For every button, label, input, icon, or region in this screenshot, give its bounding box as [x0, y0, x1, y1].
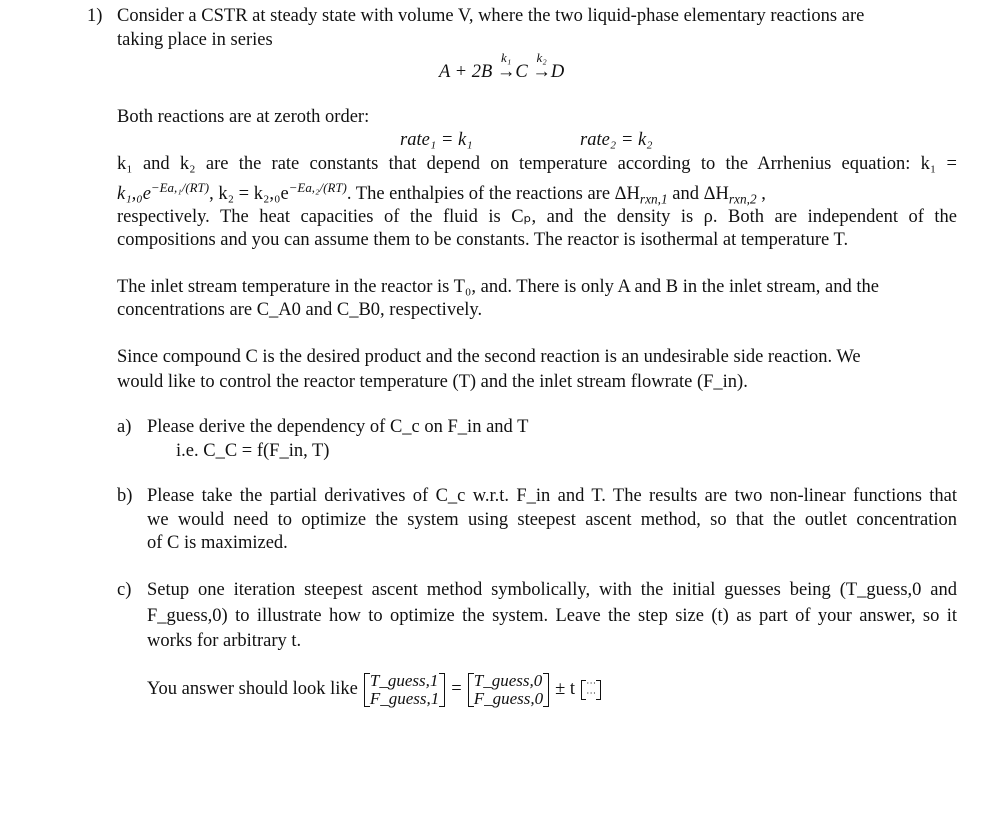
- zeroth-order-text: Both reactions are at zeroth order:: [117, 107, 370, 127]
- part-a-line-2: i.e. C_C = f(F_in, T): [176, 441, 330, 461]
- part-b-line-3: of C is maximized.: [147, 533, 288, 553]
- arrow-2: k₂ →: [532, 50, 551, 82]
- arrhenius-line-1: k₁ and k₂ are the rate constants that depend on temperature according to the Arrhenius equation: k₁ =: [117, 154, 957, 174]
- rate-2: rate₂ = k₂: [580, 130, 653, 150]
- part-c-label: c): [117, 580, 132, 600]
- inlet-line-1: The inlet stream temperature in the reactor is T₀, and. There is only A and B in the inlet stream, and the: [117, 277, 879, 297]
- answer-prefix: You answer should look like: [147, 679, 358, 700]
- part-b-label: b): [117, 486, 133, 506]
- matrix-guess-1-bottom: F_guess,1: [369, 688, 440, 708]
- matrix-guess-1: [364, 672, 445, 708]
- gradient-placeholder-bottom: ⋯: [586, 687, 597, 699]
- arrow-1: k₁ →: [496, 50, 516, 82]
- arrhenius-line-2: $k_1,_0e^{-Ea,_1/(RT)}$, $k_2 = k_2,_0e^{-Ea,_2/(RT)}$. The enthalpies of the reactions are $\Delta H_{rxn,1}$ and $\Delta H_{rxn,2}$ ,: [117, 180, 766, 207]
- answer-template: [147, 672, 601, 708]
- arrhenius-line-4: compositions and you can assume them to be constants. The reactor is isothermal at temperature T.: [117, 230, 849, 250]
- reaction-mid: C: [515, 62, 528, 82]
- control-line-2: would like to control the reactor temperature (T) and the inlet stream flowrate (F_in).: [117, 372, 748, 392]
- rate-1: rate₁ = k₁: [400, 130, 473, 150]
- matrix-guess-0-top: T_guess,0: [473, 671, 543, 690]
- part-c-line-1: Setup one iteration steepest ascent method symbolically, with the initial guesses being (T_guess,0 and: [147, 580, 957, 600]
- equals-sign: =: [451, 679, 462, 700]
- part-a-line-1: Please derive the dependency of C_c on F_in and T: [147, 417, 529, 437]
- intro-line-2: taking place in series: [117, 30, 273, 50]
- matrix-guess-0: [468, 672, 549, 708]
- arrhenius-line-3: respectively. The heat capacities of the fluid is Cₚ, and the density is ρ. Both are independent of the: [117, 207, 957, 227]
- reaction-rhs: D: [550, 62, 565, 82]
- gradient-placeholder: [581, 677, 601, 700]
- part-b-line-1: Please take the partial derivatives of C_c w.r.t. F_in and T. The results are two non-linear functions that: [147, 486, 957, 506]
- problem-number: 1): [87, 6, 103, 26]
- part-a-label: a): [117, 417, 132, 437]
- plus-minus-step: ± t: [555, 679, 576, 700]
- gradient-placeholder-top: ⋯: [586, 677, 597, 689]
- part-b-line-2: we would need to optimize the system using steepest ascent method, so that the outlet concentration: [147, 510, 957, 530]
- intro-line-1: Consider a CSTR at steady state with volume V, where the two liquid-phase elementary reactions are: [117, 6, 865, 26]
- control-line-1: Since compound C is the desired product and the second reaction is an undesirable side reaction. We: [117, 347, 861, 367]
- matrix-guess-1-top: T_guess,1: [369, 671, 439, 690]
- matrix-guess-0-bottom: F_guess,0: [473, 688, 544, 708]
- part-c-line-2: F_guess,0) to illustrate how to optimize the system. Leave the step size (t) as part of your answer, so it: [147, 606, 957, 626]
- inlet-line-2: concentrations are C_A0 and C_B0, respectively.: [117, 300, 483, 320]
- reaction-lhs: A + 2B: [439, 62, 493, 82]
- reaction-equation: [439, 50, 565, 83]
- part-c-line-3: works for arbitrary t.: [147, 631, 302, 651]
